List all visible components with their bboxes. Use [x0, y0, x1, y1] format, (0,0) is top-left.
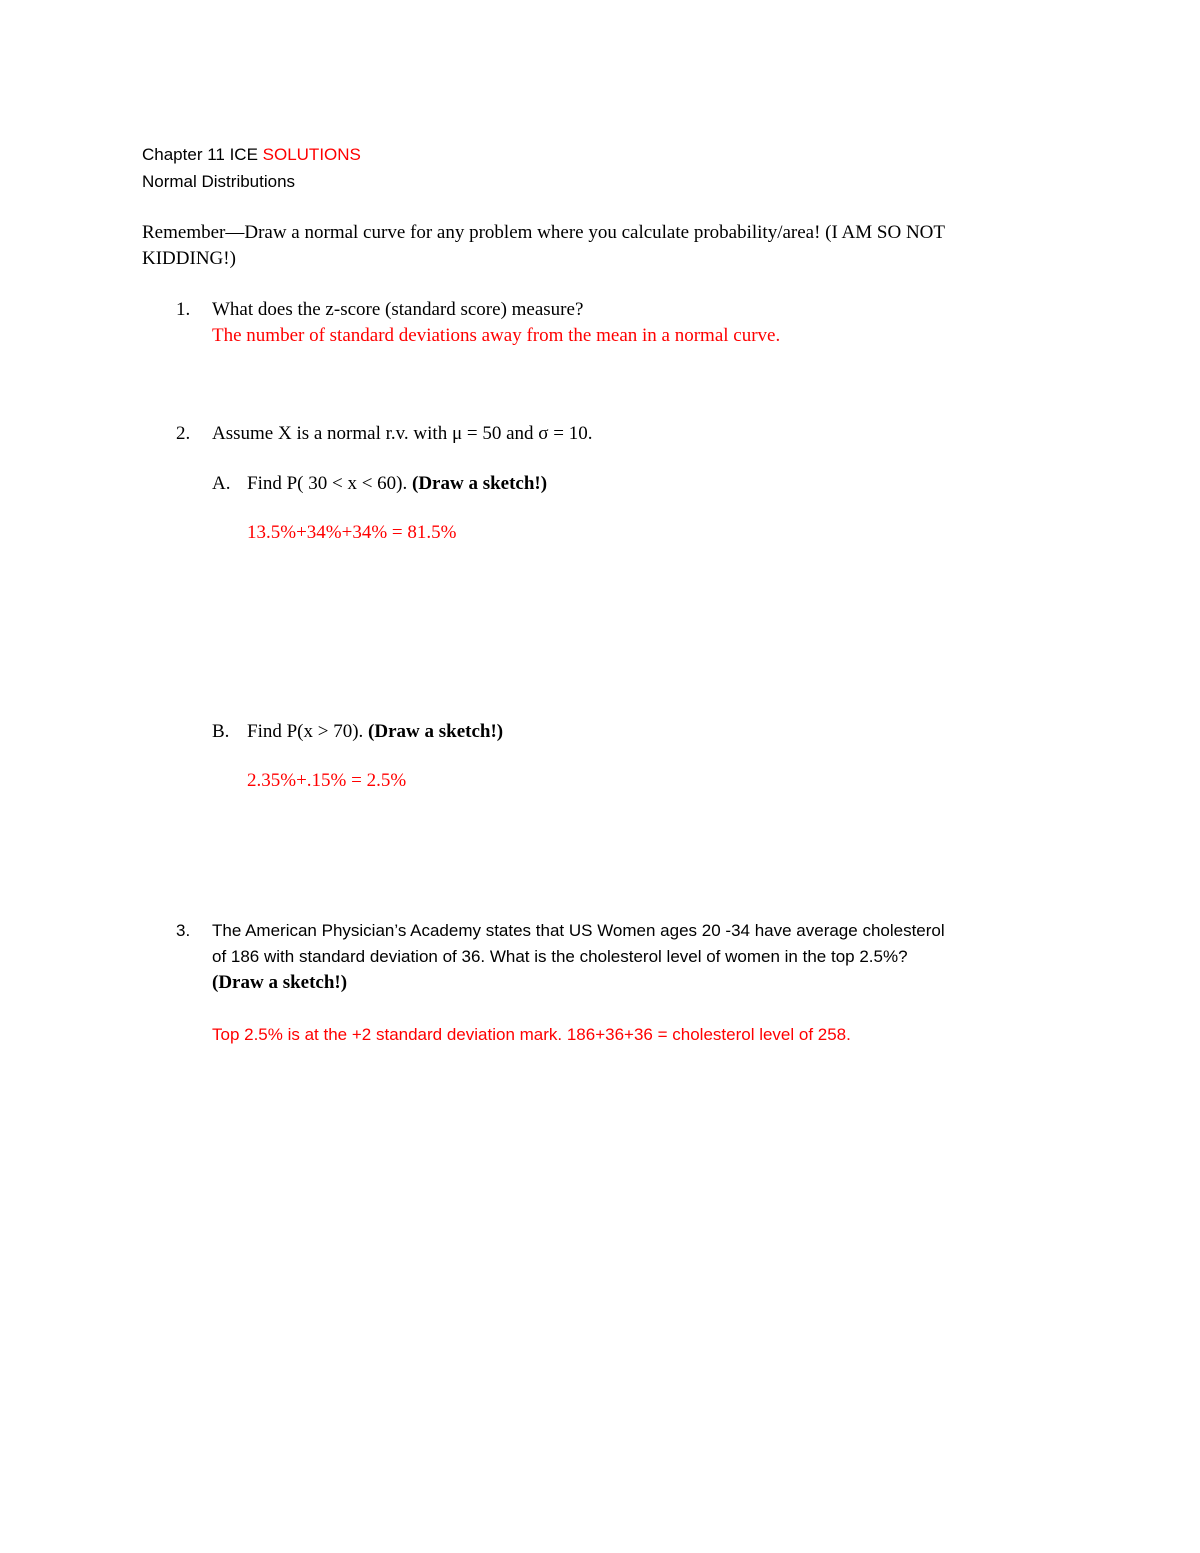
q3-number: 3.	[176, 921, 191, 940]
q2a-bold: (Draw a sketch!)	[412, 473, 548, 494]
q1-answer: The number of standard deviations away from the mean in a normal curve.	[212, 325, 781, 346]
title-solutions: SOLUTIONS	[262, 145, 361, 164]
q2b-bold: (Draw a sketch!)	[368, 721, 504, 742]
q1-question: What does the z-score (standard score) measure?	[212, 299, 584, 320]
q2b-prompt	[247, 721, 503, 743]
title-main: Chapter 11 ICE	[142, 145, 263, 164]
q2b-letter: B.	[212, 721, 230, 742]
q2a-letter: A.	[212, 473, 231, 494]
page-subtitle: Normal Distributions	[142, 172, 296, 191]
q2a-text: Find P( 30 < x < 60).	[247, 473, 412, 494]
q3-answer: Top 2.5% is at the +2 standard deviation mark. 186+36+36 = cholesterol level of 258.	[212, 1025, 851, 1044]
q3-line-1: The American Physician’s Academy states that US Women ages 20 -34 have average cholesterol	[212, 921, 945, 940]
q2-number: 2.	[176, 423, 191, 444]
remember-line-1: Remember—Draw a normal curve for any problem where you calculate probability/area! (I AM SO NOT	[142, 222, 945, 243]
q2a-answer: 13.5%+34%+34% = 81.5%	[247, 522, 457, 543]
q2-question: Assume X is a normal r.v. with μ = 50 and σ = 10.	[212, 423, 593, 444]
q2b-text: Find P(x > 70).	[247, 721, 369, 742]
q1-number: 1.	[176, 299, 191, 320]
q2b-answer: 2.35%+.15% = 2.5%	[247, 770, 407, 791]
q2a-prompt	[247, 473, 547, 495]
q3-line-2: of 186 with standard deviation of 36. What is the cholesterol level of women in the top 2.5%?	[212, 947, 908, 966]
remember-line-2: KIDDING!)	[142, 248, 236, 269]
q3-line-3: (Draw a sketch!)	[212, 972, 348, 993]
page-title	[142, 145, 361, 165]
